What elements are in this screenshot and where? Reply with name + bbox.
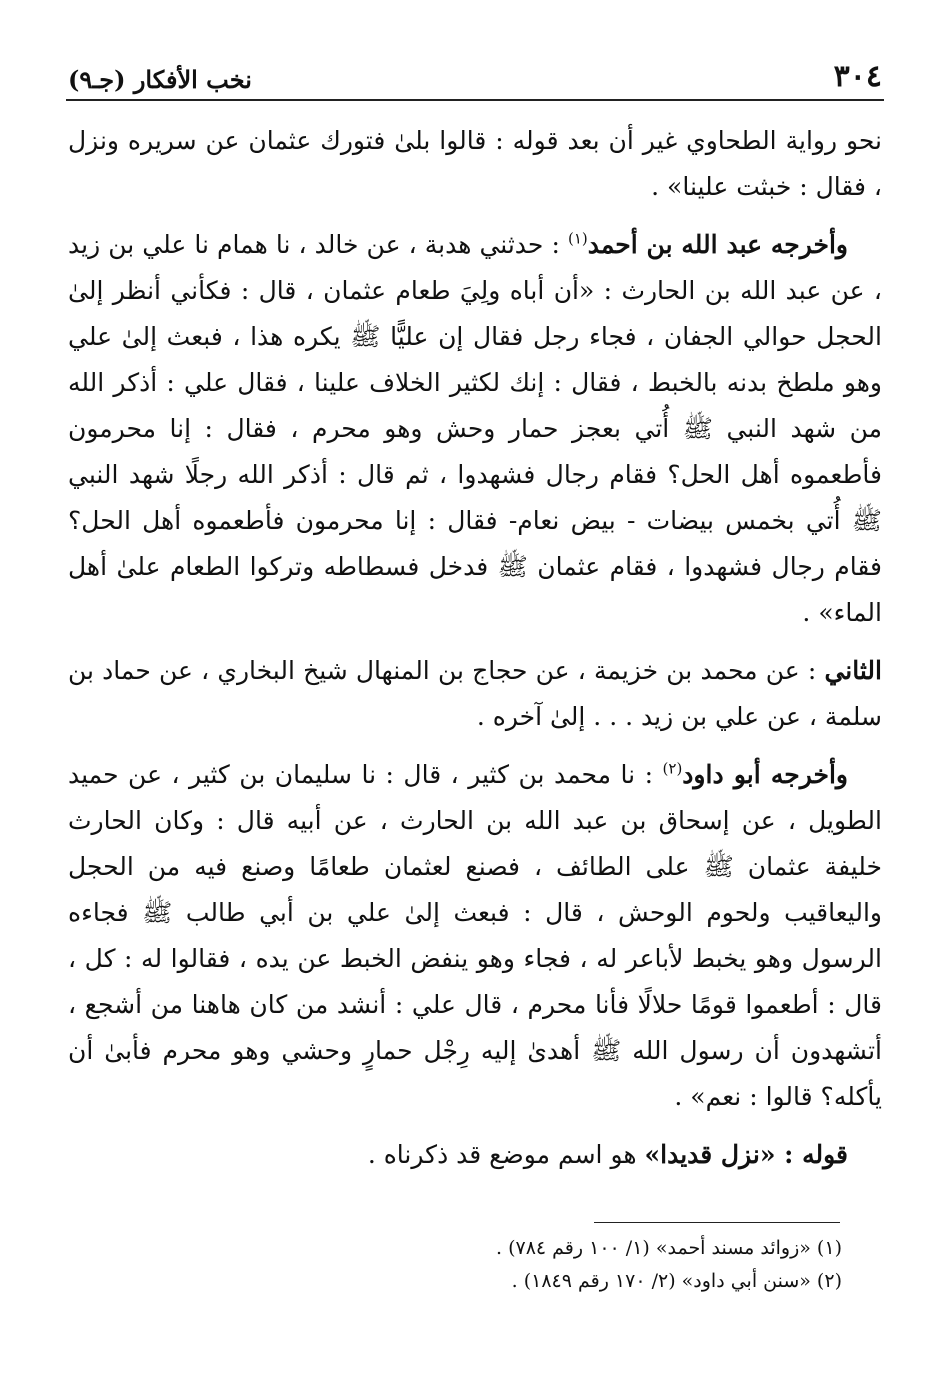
paragraph-ahmad [68, 222, 882, 636]
paragraph-lead: وأخرجه أبو داود [682, 760, 849, 789]
footnote-ref[interactable]: (١) [567, 229, 588, 248]
footnote-divider [594, 1222, 840, 1223]
header-divider [66, 99, 884, 101]
page-header [68, 52, 882, 92]
paragraph-text: : عن محمد بن خزيمة ، عن حجاج بن المنهال شيخ البخاري ، عن حماد بن سلمة ، عن علي بن زيد . . . إلىٰ آخره . [68, 656, 882, 731]
page-number: ٣٠٤ [833, 59, 882, 94]
paragraph-text: : حدثني هدبة ، عن خالد ، نا همام نا علي بن زيد ، عن عبد الله بن الحارث : «أن أباه ولِيَ طعام عثمان ، قال : فكأني أنظر إلىٰ الحجل حوالي الجفان ، فجاء رجل فقال إن عليًّا ﷺ يكره هذا ، فبعث إلىٰ علي وهو ملطخ بدنه بالخبط ، فقال : إنك لكثير الخلاف علينا ، فقال علي : أذكر الله من شهد النبي ﷺ أُتي بعجز حمار وحش وهو محرم ، فقال : إنا محرمون فأطعموه أهل الحل؟ فقام رجال فشهدوا ، ثم قال : أذكر الله رجلًا شهد النبي ﷺ أُتي بخمس بيضات - بيض نعام- فقال : إنا محرمون فأطعموه أهل الحل؟ فقام رجال فشهدوا ، فقام عثمان ﷺ فدخل فسطاطه وتركوا الطعام علىٰ أهل الماء» . [68, 230, 882, 627]
paragraph-commentary [68, 1132, 882, 1178]
paragraph-text: نحو رواية الطحاوي غير أن بعد قوله : قالوا بلىٰ فتورك عثمان عن سريره ونزل ، فقال : خبثت علينا» . [68, 126, 882, 201]
running-title: نخب الأفكار (جـ٩) [68, 65, 252, 94]
paragraph-second-chain [68, 648, 882, 740]
main-text [68, 118, 882, 1190]
footnote-ref[interactable]: (٢) [662, 759, 683, 778]
paragraph-text: : نا محمد بن كثير ، قال : نا سليمان بن كثير ، عن حميد الطويل ، عن إسحاق بن عبد الله بن الحارث ، عن أبيه قال : وكان الحارث خليفة عثمان ﷺ على الطائف ، فصنع لعثمان طعامًا وصنع فيه من الحجل واليعاقيب ولحوم الوحش ، قال : فبعث إلىٰ علي بن أبي طالب ﷺ فجاءه الرسول وهو يخبط لأباعر له ، فجاء وهو ينفض الخبط عن يده ، فقالوا له : كل ، قال : أطعموا قومًا حلالًا فأنا محرم ، قال علي : أنشد من كان هاهنا من أشجع ، أتشهدون أن رسول الله ﷺ أهدىٰ إليه رِجْل حمارٍ وحشي وهو محرم فأبىٰ أن يأكله؟ قالوا : نعم» . [68, 760, 882, 1111]
paragraph-lead: الثاني [824, 656, 882, 685]
footnote-1: (١) «زوائد مسند أحمد» (١/ ١٠٠ رقم ٧٨٤) . [496, 1237, 842, 1259]
paragraph-text: هو اسم موضع قد ذكرناه . [367, 1140, 645, 1169]
footnote-2: (٢) «سنن أبي داود» (٢/ ١٧٠ رقم ١٨٤٩) . [511, 1270, 842, 1292]
paragraph-lead: وأخرجه عبد الله بن أحمد [587, 230, 848, 259]
paragraph-lead: قوله : «نزل قديدا» [644, 1140, 848, 1169]
paragraph-abu-dawud [68, 752, 882, 1120]
paragraph-continuation [68, 118, 882, 210]
footnotes [68, 1232, 842, 1298]
